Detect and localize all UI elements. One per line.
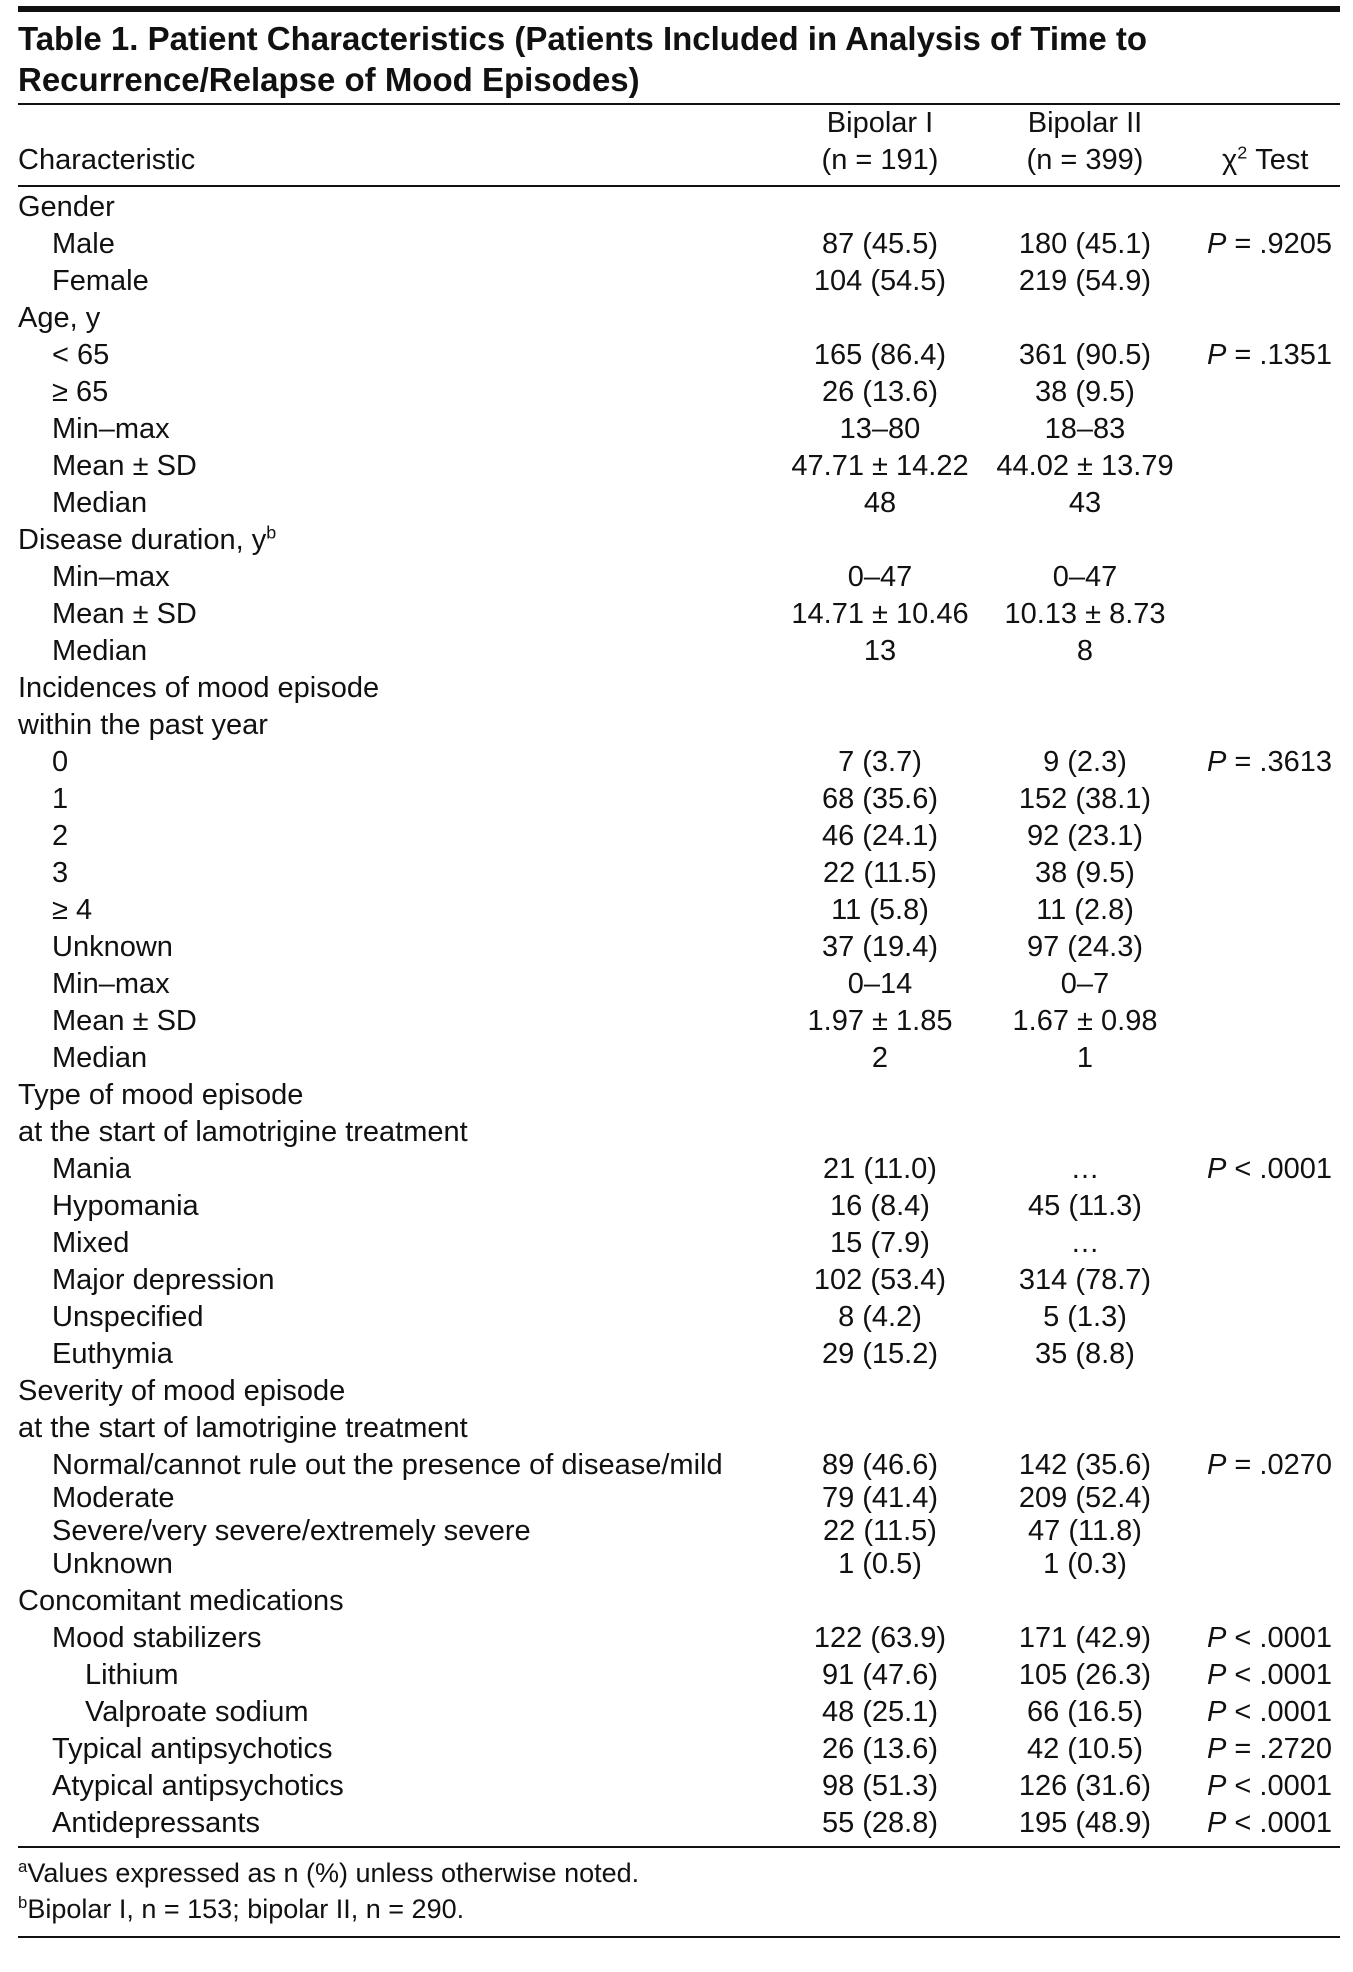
header-chi: χ (1222, 144, 1238, 176)
table-row (0, 1040, 1353, 1077)
row-label: Major depression (52, 1264, 275, 1296)
table-row (0, 300, 1353, 337)
table-row (0, 1336, 1353, 1373)
table-row (0, 1447, 1353, 1484)
row-label: 0 (52, 746, 69, 778)
row-label: Incidences of mood episode (18, 672, 380, 704)
bipolar-1-value: 13–80 (839, 413, 921, 445)
header-characteristic: Characteristic (18, 144, 196, 176)
table-row (0, 1151, 1353, 1188)
chi-square-p (1207, 744, 1332, 781)
bipolar-1-value: 89 (46.6) (821, 1449, 939, 1481)
table-row (0, 485, 1353, 522)
p-value: < .0001 (1226, 1659, 1332, 1691)
row-label (18, 522, 276, 559)
bipolar-2-value: 314 (78.7) (1018, 1264, 1152, 1296)
table-row (0, 1694, 1353, 1731)
table-row (0, 226, 1353, 263)
bipolar-2-value: 126 (31.6) (1018, 1770, 1152, 1802)
bipolar-1-value: 46 (24.1) (821, 820, 939, 852)
bipolar-2-value: 42 (10.5) (1026, 1733, 1144, 1765)
bipolar-2-value: 1.67 ± 0.98 (1012, 1005, 1158, 1037)
bipolar-2-value: 152 (38.1) (1018, 783, 1152, 815)
bipolar-1-value: 91 (47.6) (821, 1659, 939, 1691)
p-value: = .1351 (1226, 339, 1332, 371)
p-value: < .0001 (1226, 1153, 1332, 1185)
row-label: < 65 (52, 339, 110, 371)
row-label: Median (52, 487, 148, 519)
bipolar-2-value: 5 (1.3) (1043, 1301, 1127, 1333)
row-label: at the start of lamotrigine treatment (18, 1412, 468, 1444)
row-label: Mean ± SD (52, 1005, 197, 1037)
row-label: within the past year (18, 709, 268, 741)
footnote-a (18, 1856, 639, 1891)
table-row (0, 596, 1353, 633)
table-row (0, 1620, 1353, 1657)
bipolar-2-value: 142 (35.6) (1018, 1449, 1152, 1481)
row-label: ≥ 4 (52, 894, 93, 926)
bipolar-2-value: 195 (48.9) (1018, 1807, 1152, 1839)
p-value: < .0001 (1226, 1770, 1332, 1802)
bipolar-2-value: 66 (16.5) (1026, 1696, 1144, 1728)
row-label: Mean ± SD (52, 450, 197, 482)
row-label: Severity of mood episode (18, 1375, 346, 1407)
bipolar-1-value: 26 (13.6) (821, 1733, 939, 1765)
row-label: Concomitant medications (18, 1585, 344, 1617)
row-label: Moderate (52, 1482, 175, 1514)
row-label: Unspecified (52, 1301, 204, 1333)
row-label-text: Disease duration, y (18, 524, 267, 556)
header-bipolar-2 (960, 105, 1210, 179)
row-label: 2 (52, 820, 69, 852)
bipolar-2-value: 8 (1076, 635, 1094, 667)
chi-square-p (1207, 1447, 1332, 1484)
bipolar-2-value: 219 (54.9) (1018, 265, 1152, 297)
row-label: 3 (52, 857, 69, 889)
chi-square-p (1207, 1694, 1332, 1731)
p-value: = .2720 (1226, 1733, 1332, 1765)
bipolar-2-value: … (1070, 1227, 1100, 1259)
bipolar-2-value: 18–83 (1044, 413, 1126, 445)
row-label: Mean ± SD (52, 598, 197, 630)
table-row (0, 1003, 1353, 1040)
p-symbol: P (1207, 1770, 1227, 1802)
bipolar-2-value: 35 (8.8) (1035, 1338, 1135, 1370)
header-bipolar-2-n: (n = 399) (1026, 144, 1144, 176)
p-symbol: P (1207, 1153, 1227, 1185)
table-bottom-rule (18, 1846, 1340, 1848)
bipolar-2-value: 45 (11.3) (1028, 1190, 1142, 1222)
row-label: Mood stabilizers (52, 1622, 262, 1654)
footnote-a-mark: a (18, 1857, 28, 1876)
row-label: at the start of lamotrigine treatment (18, 1116, 468, 1148)
chi-square-p (1207, 1620, 1332, 1657)
row-label: Severe/very severe/extremely severe (52, 1515, 531, 1547)
table-row (0, 1657, 1353, 1694)
bipolar-1-value: 15 (7.9) (830, 1227, 930, 1259)
table-row (0, 337, 1353, 374)
bipolar-2-value: 180 (45.1) (1018, 228, 1152, 260)
row-label: Female (52, 265, 149, 297)
chi-square-p (1207, 1805, 1332, 1842)
p-value: = .3613 (1226, 746, 1332, 778)
footnote-a-text: Values expressed as n (%) unless otherwise noted. (27, 1858, 640, 1888)
header-bipolar-1-name: Bipolar I (826, 107, 934, 139)
chi-square-p (1207, 1768, 1332, 1805)
chi-square-p (1207, 337, 1332, 374)
table-row (0, 1188, 1353, 1225)
bipolar-2-value: 209 (52.4) (1018, 1482, 1152, 1514)
p-symbol: P (1207, 1659, 1227, 1691)
table-row (0, 448, 1353, 485)
bipolar-2-value: 9 (2.3) (1043, 746, 1127, 778)
table-row (0, 707, 1353, 744)
table-row (0, 1299, 1353, 1336)
p-value: < .0001 (1226, 1807, 1332, 1839)
row-label: ≥ 65 (52, 376, 109, 408)
table-row (0, 744, 1353, 781)
table-row (0, 1114, 1353, 1151)
p-symbol: P (1207, 746, 1227, 778)
table-row (0, 1225, 1353, 1262)
bipolar-1-value: 68 (35.6) (821, 783, 939, 815)
bipolar-1-value: 21 (11.0) (823, 1153, 937, 1185)
bipolar-2-value: 1 (0.3) (1043, 1548, 1127, 1580)
table-row (0, 522, 1353, 559)
table-title (18, 18, 1318, 100)
table-row (0, 670, 1353, 707)
p-value: < .0001 (1226, 1622, 1332, 1654)
bipolar-2-value: 1 (1076, 1042, 1094, 1074)
table-row (0, 1513, 1353, 1550)
bipolar-1-value: 14.71 ± 10.46 (791, 598, 969, 630)
row-label: Unknown (52, 1548, 173, 1580)
p-value: = .9205 (1226, 228, 1332, 260)
row-label: Mania (52, 1153, 131, 1185)
row-label: Lithium (85, 1659, 179, 1691)
footnote-b-mark: b (18, 1893, 28, 1912)
bipolar-2-value: 43 (1068, 487, 1102, 519)
table-row (0, 966, 1353, 1003)
bipolar-2-value: 361 (90.5) (1018, 339, 1152, 371)
p-symbol: P (1207, 1622, 1227, 1654)
row-label: Unknown (52, 931, 173, 963)
header-rule (18, 185, 1340, 187)
p-symbol: P (1207, 1449, 1227, 1481)
bipolar-1-value: 8 (4.2) (838, 1301, 922, 1333)
bipolar-2-value: 105 (26.3) (1018, 1659, 1152, 1691)
row-label: Min–max (52, 968, 170, 1000)
bipolar-1-value: 102 (53.4) (813, 1264, 947, 1296)
bipolar-2-value: 47 (11.8) (1028, 1515, 1142, 1547)
row-label: Valproate sodium (85, 1696, 309, 1728)
bipolar-1-value: 16 (8.4) (830, 1190, 930, 1222)
table-row (0, 1546, 1353, 1583)
p-symbol: P (1207, 339, 1227, 371)
row-label: Min–max (52, 561, 170, 593)
table-row (0, 855, 1353, 892)
header-chi-sup: 2 (1237, 142, 1248, 163)
header-chi-square-test (1222, 142, 1308, 179)
header-bipolar-2-name: Bipolar II (1027, 107, 1143, 139)
table-row (0, 1077, 1353, 1114)
p-symbol: P (1207, 1807, 1227, 1839)
table-row (0, 374, 1353, 411)
bipolar-2-value: 92 (23.1) (1026, 820, 1144, 852)
table-row (0, 929, 1353, 966)
row-label: Atypical antipsychotics (52, 1770, 344, 1802)
bipolar-1-value: 1.97 ± 1.85 (807, 1005, 953, 1037)
chi-square-p (1207, 226, 1332, 263)
p-value: < .0001 (1226, 1696, 1332, 1728)
chi-square-p (1207, 1731, 1332, 1768)
row-label: Mixed (52, 1227, 130, 1259)
bipolar-1-value: 48 (863, 487, 897, 519)
table-row (0, 892, 1353, 929)
row-label: Median (52, 1042, 148, 1074)
bipolar-1-value: 13 (863, 635, 897, 667)
row-label: Hypomania (52, 1190, 199, 1222)
table-row (0, 1731, 1353, 1768)
bipolar-1-value: 26 (13.6) (821, 376, 939, 408)
p-symbol: P (1207, 1696, 1227, 1728)
table-row (0, 1805, 1353, 1842)
row-label: Type of mood episode (18, 1079, 304, 1111)
bipolar-1-value: 79 (41.4) (821, 1482, 939, 1514)
table-row (0, 411, 1353, 448)
row-label: Male (52, 228, 115, 260)
p-value: = .0270 (1226, 1449, 1332, 1481)
row-label: Median (52, 635, 148, 667)
bipolar-1-value: 29 (15.2) (821, 1338, 939, 1370)
bipolar-2-value: 11 (2.8) (1036, 894, 1134, 926)
footnote-marker: b (266, 522, 277, 543)
bipolar-1-value: 104 (54.5) (813, 265, 947, 297)
table-title-line-2: Recurrence/Relapse of Mood Episodes) (18, 61, 640, 98)
table-row (0, 1768, 1353, 1805)
top-rule (18, 6, 1340, 12)
bipolar-1-value: 48 (25.1) (821, 1696, 939, 1728)
bipolar-2-value: 38 (9.5) (1035, 857, 1135, 889)
row-label: Gender (18, 191, 115, 223)
bipolar-1-value: 1 (0.5) (838, 1548, 922, 1580)
bipolar-1-value: 22 (11.5) (823, 1515, 937, 1547)
chi-square-p (1207, 1151, 1332, 1188)
table-row (0, 1583, 1353, 1620)
bipolar-2-value: 0–7 (1060, 968, 1110, 1000)
table-row (0, 263, 1353, 300)
table-row (0, 633, 1353, 670)
row-label: Min–max (52, 413, 170, 445)
header-test-word: Test (1247, 144, 1309, 176)
table-row (0, 559, 1353, 596)
bipolar-1-value: 55 (28.8) (821, 1807, 939, 1839)
row-label: Antidepressants (52, 1807, 260, 1839)
bipolar-1-value: 122 (63.9) (813, 1622, 947, 1654)
row-label: Typical antipsychotics (52, 1733, 333, 1765)
table-row (0, 189, 1353, 226)
bipolar-1-value: 11 (5.8) (831, 894, 929, 926)
footnote-b (18, 1892, 464, 1927)
bipolar-2-value: 10.13 ± 8.73 (1004, 598, 1166, 630)
bipolar-1-value: 37 (19.4) (821, 931, 939, 963)
bipolar-1-value: 165 (86.4) (813, 339, 947, 371)
bipolar-2-value: 0–47 (1052, 561, 1118, 593)
table-row (0, 781, 1353, 818)
bipolar-1-value: 7 (3.7) (838, 746, 922, 778)
bipolar-1-value: 2 (871, 1042, 889, 1074)
bipolar-1-value: 0–14 (847, 968, 913, 1000)
table-title-line-1: Table 1. Patient Characteristics (Patients Included in Analysis of Time to (18, 20, 1148, 57)
table-row (0, 818, 1353, 855)
header-bipolar-1-n: (n = 191) (821, 144, 939, 176)
row-label: Normal/cannot rule out the presence of disease/mild (52, 1449, 723, 1481)
p-symbol: P (1207, 228, 1227, 260)
chi-square-p (1207, 1657, 1332, 1694)
bipolar-2-value: 44.02 ± 13.79 (996, 450, 1174, 482)
bipolar-1-value: 47.71 ± 14.22 (791, 450, 969, 482)
bipolar-2-value: … (1070, 1153, 1100, 1185)
p-symbol: P (1207, 1733, 1227, 1765)
bipolar-1-value: 98 (51.3) (821, 1770, 939, 1802)
row-label: 1 (52, 783, 69, 815)
row-label: Age, y (18, 302, 101, 334)
footnote-bottom-rule (18, 1936, 1340, 1938)
row-label: Euthymia (52, 1338, 173, 1370)
bipolar-2-value: 38 (9.5) (1035, 376, 1135, 408)
table-row (0, 1480, 1353, 1517)
table-row (0, 1262, 1353, 1299)
table-row (0, 1373, 1353, 1410)
bipolar-1-value: 22 (11.5) (823, 857, 937, 889)
table-row (0, 1410, 1353, 1447)
bipolar-2-value: 171 (42.9) (1018, 1622, 1152, 1654)
bipolar-1-value: 0–47 (847, 561, 913, 593)
bipolar-1-value: 87 (45.5) (821, 228, 939, 260)
bipolar-2-value: 97 (24.3) (1026, 931, 1144, 963)
footnote-b-text: Bipolar I, n = 153; bipolar II, n = 290. (27, 1894, 465, 1924)
